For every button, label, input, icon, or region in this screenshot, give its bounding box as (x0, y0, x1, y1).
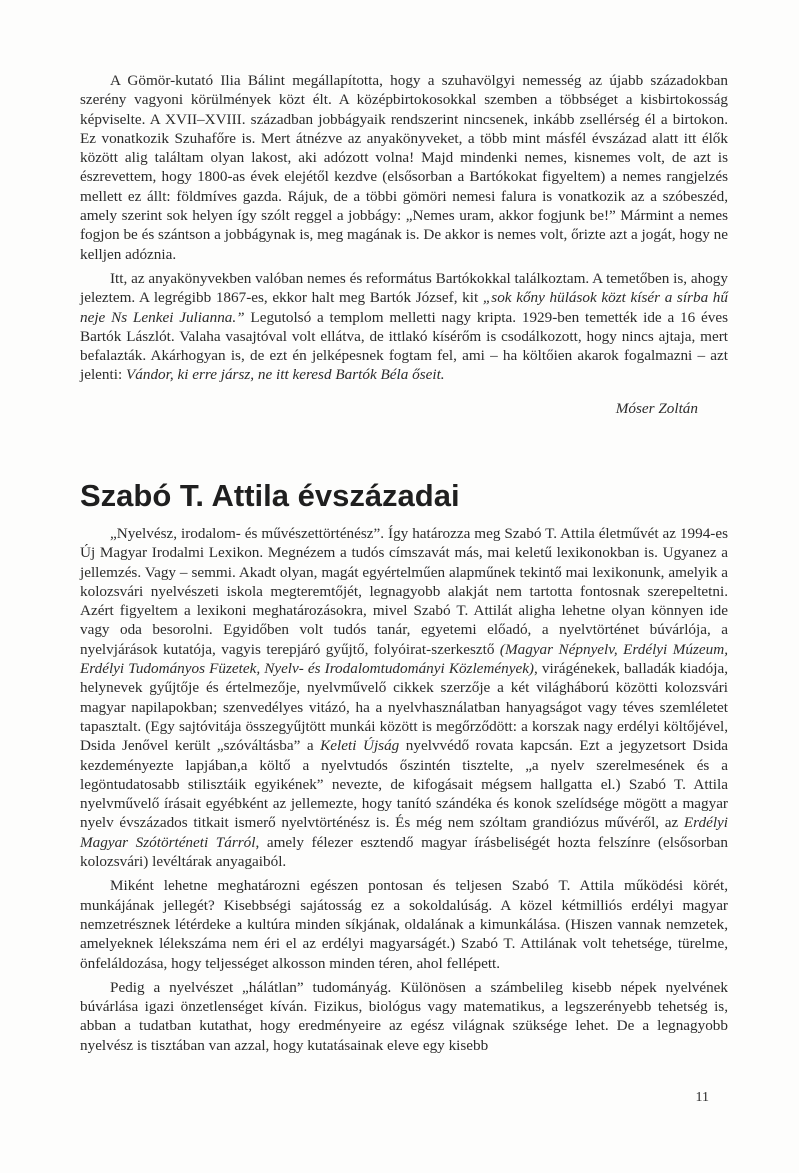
text-run: , virágénekek, balladák kiadója, helynevek gyűjtője és értelmezője, nyelvművelő cikkek szerzője a két világháború közötti kolozsvári magyar napilapokban; szenvedélyes vitázó, ha a nyelvhasználatban hanyagságot vagy téves szemléletet tapasztalt. (Egy sajtóvitája összegyűjtött munkái között is megőrződött: a korszak nagy erdélyi költőjével, Dsida Jenővel került „szóváltásba” a (80, 660, 728, 755)
text-run: , amely félezer esztendő magyar írásbeliségét hozta felszínre (elsősorban kolozsvári) levéltárak anyagaiból. (80, 833, 728, 871)
author-signature: Móser Zoltán (615, 399, 698, 417)
quote-italic: „sok kőny hülások közt kísér a sírba hű neje Ns Lenkei Julianna.” (80, 289, 728, 326)
page-number: 11 (695, 1090, 709, 1105)
article-body (80, 524, 728, 1055)
newspaper-italic: Keleti Újság (320, 737, 400, 755)
work-title-italic: Erdélyi Magyar Szótörténeti Tárról (80, 814, 728, 851)
paragraph: Miként lehetne meghatározni egészen pontosan és teljesen Szabó T. Attila működési körét, munkájának jellegét? Kisebbségi sajátosság ez a sokoldalúság. A közel kétmilliós erdélyi magyar nemzetrésznek létérdeke a kultúra minden síkjának, oldalának a kimunkálása. (Hiszen vannak nemzetek, amelyeknek lélekszáma nem éri el az erdélyi magyarságét.) Szabó T. Attilának volt tehetsége, türelme, önfeláldozása, hogy teljességet alkosson minden téren, ahol fellépett. (80, 877, 728, 972)
paragraph: Pedig a nyelvészet „hálátlan” tudományág. Különösen a számbelileg kisebb népek nyelvének búvárlása igazi önzetlenséget kíván. Fizikus, biológus vagy matematikus, a legszerényebb tehetség is, abban a tudatban kutathat, hogy eredményeire az egész világnak szüksége lehet. De a legnagyobb nyelvész is tisztában van azzal, hogy kutatásainak eleve egy kisebb (80, 978, 728, 1054)
article-title: Szabó T. Attila évszázadai (80, 478, 460, 513)
text-run: „Nyelvész, irodalom- és művészettörténész”. Így határozza meg Szabó T. Attila életművét az 1994-es Új Magyar Irodalmi Lexikon. Megnézem a tudós címszavát más, mai keletű lexikonokban is. Ugyanez a jellemzés. Vagy – semmi. Akadt olyan, magát egyértelműen alapműnek tekintő mai lexikonunk, amelyik a kolozsvári nyelvészeti iskola megteremtőjét, legnagyobb alakját nem tartotta fontosnak szerepeltetni. Azért figyeltem a lexikoni meghatározásokra, mivel Szabó T. Attilát aligha lehetne olyan könnyen ide vagy oda besorolni. Egyidőben volt tudós tanár, egyetemi előadó, a nyelvtörténet búvárlója, a nyelvjárások kutatója, vagyis terepjáró gyűjtő, folyóirat-szerkesztő (80, 525, 728, 658)
journal-list-italic: (Magyar Népnyelv, Erdélyi Múzeum, Erdélyi Tudományos Füzetek, Nyelv- és Irodalomtudományi Közlemények) (80, 640, 728, 678)
text-run: nyelvvédő rovata kapcsán. Ezt a jegyzetsort Dsida kezdeményezte lapjában,a költő a nyelvtudós őszintén tisztelte, „a nyelv szerelmesének és a legöntudatosabb stilisztáik egyikének” nevezte, de kifogásait mégsem hallgatta el.) Szabó T. Attila nyelvművelő írásait egyébként az jellemezte, hogy tanító szándéka és konok szelídsége mögött a magyar nyelv évszázados titkait ismerő nyelvtörténész is. És még nem szóltam grandiózus művéről, az (80, 737, 728, 832)
previous-article-ending (80, 71, 728, 418)
text-run: Legutolsó a templom melletti nagy kripta. 1929-ben temették ide a 16 éves Bartók Lászlót. Valaha vasajtóval volt ellátva, de ittlakó kísérőm is csodálkozott, hogy nincs ajtaja, mert befalazták. Akárhogyan is, de ezt én jelképesnek fogtam fel, ami – ha költőien akarok fogalmazni – azt jelenti: (80, 308, 728, 384)
paragraph: A Gömör-kutató Ilia Bálint megállapította, hogy a szuhavölgyi nemesség az újabb századokban szerény vagyoni körülmények közt élt. A középbirtokosokkal szemben a többséget a kisbirtokosság képviselte. A XVII–XVIII. században jobbágyaik rendszerint nincsenek, inkább zsellérség él a birtokon. Ez vonatkozik Szuhafőre is. Mert átnézve az anyakönyveket, a több mint másfél évszázad alatt itt élők között alig találtam olyan lakost, aki adózott volna! Majd mindenki nemes, kisnemes volt, de azt is észrevettem, hogy 1800-as évek elejétől kezdve (elsősorban a Bartókokat figyeltem) a nemes rangjelzés mellett ez állt: földmíves gazda. Rájuk, de a többi gömöri nemesi falura is vonatkozik az a szóbeszéd, amely szerint sok helyen így szólt reggel a jobbágy: „Nemes uram, akkor fogjunk be!” Mármint a nemes fogjon be és szántson a jobbágynak is, meg magának is. De akkor is nemes volt, őrizte azt a jogát, hogy ne kelljen adóznia. (80, 72, 728, 263)
closing-italic: Vándor, ki erre jársz, ne itt keresd Bartók Béla őseit. (125, 366, 445, 384)
paragraph (80, 524, 728, 871)
paragraph (80, 269, 728, 385)
text-run: Itt, az anyakönyvekben valóban nemes és református Bartókokkal találkoztam. A temetőben is, ahogy jeleztem. A legrégibb 1867-es, ekkor halt meg Bartók József, kit (80, 269, 728, 307)
